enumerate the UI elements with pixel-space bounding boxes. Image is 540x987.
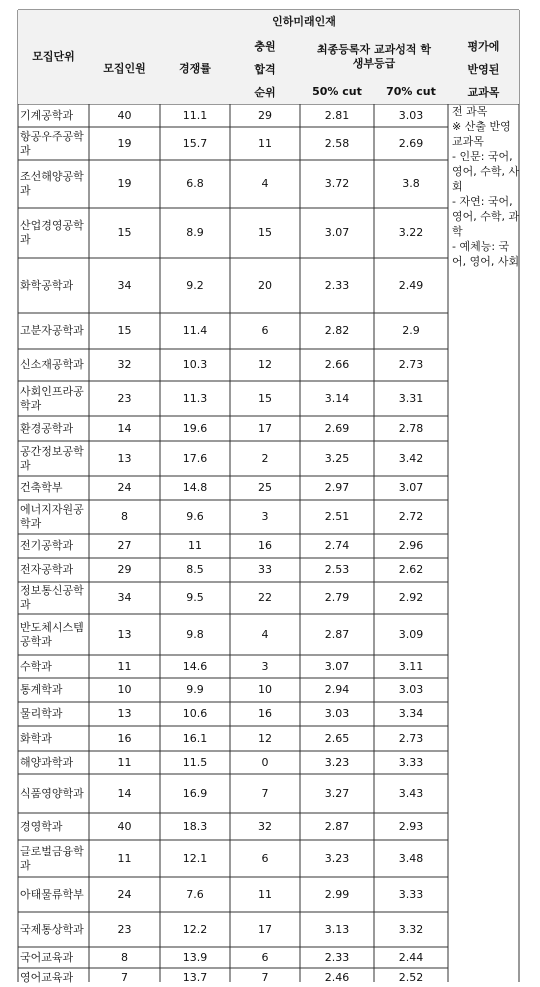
cell-waitlist: 32 [258,819,272,833]
cell-cut70: 2.92 [398,591,424,604]
cell-unit: 반도체시스템공학과 [20,620,84,648]
cell-cut70: 3.8 [402,177,420,190]
cell-cut70: 3.33 [398,755,424,769]
header-group-title: 인하미래인재 [89,10,519,34]
cell-cut50: 3.23 [324,851,350,865]
cell-unit: 통계학과 [20,683,63,696]
cell-competition: 9.5 [186,591,204,604]
cell-unit: 기계공학과 [20,108,74,122]
cell-unit: 환경공학과 [20,421,74,435]
cell-cut50: 2.87 [324,819,350,833]
cell-cut70: 3.31 [398,391,424,405]
note-line: ※ 산출 반영교과목 [452,120,511,148]
cell-cut70: 3.09 [398,627,424,641]
cell-competition: 11.1 [182,108,208,122]
cell-recruit: 11 [117,659,132,673]
cell-cut70: 3.03 [398,108,424,122]
cell-unit: 신소재공학과 [20,358,84,371]
cell-competition: 12.2 [182,922,208,936]
cell-waitlist: 12 [258,358,272,371]
cell-competition: 14.6 [182,659,208,673]
cell-cut70: 2.78 [398,421,424,435]
cell-cut50: 2.65 [324,731,350,745]
cell-recruit: 34 [117,591,132,604]
cell-competition: 11.4 [182,324,208,337]
cell-cut50: 2.51 [324,510,350,523]
cell-recruit: 23 [117,391,132,405]
cell-recruit: 24 [117,887,132,901]
cell-waitlist: 17 [258,922,272,936]
cell-cut50: 3.03 [324,707,350,720]
cell-waitlist: 20 [258,278,272,292]
cell-unit: 전기공학과 [20,539,74,552]
header-cut70: 70% cut [374,80,448,104]
cell-cut50: 2.33 [324,950,350,964]
header-unit: 모집단위 [18,10,89,104]
cell-cut70: 2.73 [398,731,424,745]
cell-cut50: 2.97 [324,481,350,494]
cell-cut50: 2.74 [324,539,350,552]
cell-unit: 물리학과 [20,707,63,720]
cell-competition: 19.6 [182,421,208,435]
cell-unit: 화학공학과 [20,278,74,292]
cell-recruit: 14 [117,421,132,435]
note-line: 전 과목 [452,105,488,118]
cell-recruit: 40 [117,819,132,833]
note-line: - 예체능: 국어, 영어, 사회 [452,240,520,268]
cell-unit: 경영학과 [20,819,63,833]
cell-cut50: 3.13 [324,922,350,936]
cell-competition: 9.8 [186,627,204,641]
cell-unit: 고분자공학과 [20,324,84,337]
cell-cut50: 2.81 [324,108,350,122]
cell-cut70: 2.9 [402,324,420,337]
cell-recruit: 13 [117,451,132,465]
cell-unit: 산업경영공학과 [20,219,84,246]
cell-cut50: 2.94 [324,683,350,696]
cell-competition: 6.8 [186,177,204,190]
cell-recruit: 19 [117,177,132,190]
cell-recruit: 8 [121,510,128,523]
cell-waitlist: 2 [261,451,269,465]
cell-waitlist: 3 [261,510,269,523]
cell-competition: 18.3 [182,819,208,833]
cell-recruit: 15 [117,226,132,239]
cell-unit: 해양과학과 [20,755,74,769]
cell-competition: 10.6 [182,707,208,720]
cell-recruit: 29 [117,563,132,576]
cell-cut50: 3.72 [324,177,350,190]
reflected-subjects-note [450,104,520,269]
cell-waitlist: 11 [258,887,272,901]
cell-cut70: 2.44 [398,950,424,964]
cell-cut50: 2.66 [324,358,350,371]
note-line: - 인문: 국어, 영어, 수학, 사회 [452,150,520,193]
cell-cut50: 3.14 [324,391,350,405]
cell-cut70: 2.72 [398,510,424,523]
cell-waitlist: 17 [258,421,272,435]
cell-waitlist: 16 [258,707,272,720]
cell-competition: 8.5 [186,563,204,576]
cell-cut50: 3.07 [324,226,350,239]
cell-cut50: 3.25 [324,451,350,465]
header-reflected-subjects: 평가에 반영된 교과목 [448,34,519,104]
cell-waitlist: 3 [261,659,269,673]
cell-recruit: 7 [121,970,128,984]
cell-waitlist: 22 [258,591,272,604]
cell-recruit: 15 [117,324,132,337]
cell-cut50: 2.46 [324,970,350,984]
cell-waitlist: 6 [261,851,269,865]
cell-competition: 16.1 [182,731,208,745]
cell-cut50: 2.82 [324,324,350,337]
cell-waitlist: 4 [261,177,269,190]
cell-competition: 14.8 [182,481,208,494]
cell-competition: 13.9 [182,950,208,964]
cell-competition: 9.9 [186,683,204,696]
cell-recruit: 11 [117,851,132,865]
cell-unit: 공간정보공학과 [20,444,84,472]
cell-cut70: 3.22 [398,226,424,239]
cell-competition: 11.5 [182,755,208,769]
cell-recruit: 24 [117,481,132,494]
cell-waitlist: 12 [258,731,272,745]
cell-waitlist: 16 [258,539,272,552]
cell-waitlist: 6 [261,324,269,337]
cell-cut50: 2.99 [324,887,350,901]
cell-competition: 11 [188,539,202,552]
cell-cut50: 2.69 [324,421,350,435]
cell-cut70: 3.42 [398,451,424,465]
cell-cut50: 2.33 [324,278,350,292]
cell-unit: 항공우주공학과 [20,129,84,157]
cell-unit: 화학과 [20,731,52,745]
cell-competition: 13.7 [182,970,208,984]
cell-waitlist: 11 [258,136,272,150]
cell-waitlist: 33 [258,563,272,576]
note-line: - 자연: 국어, 영어, 수학, 과학 [452,195,520,238]
cell-waitlist: 4 [261,627,269,641]
cell-unit: 에너지자원공학과 [20,503,84,530]
cell-waitlist: 6 [261,950,269,964]
cell-waitlist: 15 [258,226,272,239]
cell-cut70: 2.62 [398,563,424,576]
cell-cut50: 3.23 [324,755,350,769]
cell-cut70: 2.49 [398,278,424,292]
cell-waitlist: 7 [261,970,269,984]
cell-unit: 사회인프라공학과 [20,384,84,412]
cell-competition: 9.2 [186,278,204,292]
cell-unit: 식품영양학과 [20,786,84,800]
cell-cut70: 2.69 [398,136,424,150]
cell-cut70: 3.07 [398,481,424,494]
cell-competition: 17.6 [182,451,208,465]
cell-recruit: 27 [117,539,132,552]
cell-cut70: 3.11 [398,659,424,673]
cell-unit: 조선해양공학과 [20,170,84,197]
cell-recruit: 23 [117,922,132,936]
cell-unit: 국제통상학과 [20,922,84,936]
header-competition: 경쟁률 [160,34,230,104]
cell-unit: 국어교육과 [20,950,74,964]
cell-waitlist: 29 [258,108,272,122]
cell-recruit: 13 [117,707,132,720]
header-cut50: 50% cut [300,80,374,104]
cell-cut70: 2.73 [398,358,424,371]
cell-recruit: 19 [117,136,132,150]
cell-recruit: 14 [117,786,132,800]
cell-unit: 아태물류학부 [20,887,84,901]
cell-cut50: 2.87 [324,627,350,641]
cell-unit: 정보통신공학과 [20,584,84,611]
cell-cut70: 2.93 [398,819,424,833]
cell-cut70: 3.34 [398,707,424,720]
cell-cut50: 2.53 [324,563,350,576]
cell-unit: 전자공학과 [20,563,74,576]
cell-cut50: 2.79 [324,591,350,604]
cell-waitlist: 25 [258,481,272,494]
cell-waitlist: 15 [258,391,272,405]
cell-recruit: 10 [117,683,132,696]
cell-cut70: 3.48 [398,851,424,865]
cell-competition: 8.9 [186,226,204,239]
cell-recruit: 8 [121,950,128,964]
header-grades-title: 최종등록자 교과성적 학 생부등급 [300,34,448,80]
cell-cut50: 3.27 [324,786,350,800]
cell-cut70: 2.96 [398,539,424,552]
cell-unit: 글로벌금융학과 [20,844,84,872]
cell-recruit: 13 [117,627,132,641]
cell-competition: 15.7 [182,136,208,150]
cell-waitlist: 10 [258,683,272,696]
cell-competition: 11.3 [182,391,208,405]
cell-cut70: 3.33 [398,887,424,901]
cell-cut50: 3.07 [324,659,350,673]
cell-unit: 영어교육과 [20,970,74,984]
cell-unit: 수학과 [20,659,52,673]
cell-recruit: 34 [117,278,132,292]
cell-cut70: 3.43 [398,786,424,800]
cell-competition: 9.6 [186,510,204,523]
cell-recruit: 32 [117,358,132,371]
cell-waitlist: 7 [261,786,269,800]
cell-cut50: 2.58 [324,136,350,150]
cell-competition: 10.3 [182,358,208,371]
cell-competition: 12.1 [182,851,208,865]
header-waitlist: 충원 합격 순위 [230,34,300,104]
cell-cut70: 2.52 [398,970,424,984]
cell-recruit: 16 [117,731,132,745]
cell-waitlist: 0 [261,755,269,769]
cell-recruit: 40 [117,108,132,122]
cell-competition: 7.6 [186,887,204,901]
cell-competition: 16.9 [182,786,208,800]
header-recruit: 모집인원 [89,34,160,104]
cell-cut70: 3.32 [398,922,424,936]
cell-recruit: 11 [117,755,132,769]
cell-unit: 건축학부 [20,481,63,494]
cell-cut70: 3.03 [398,683,424,696]
